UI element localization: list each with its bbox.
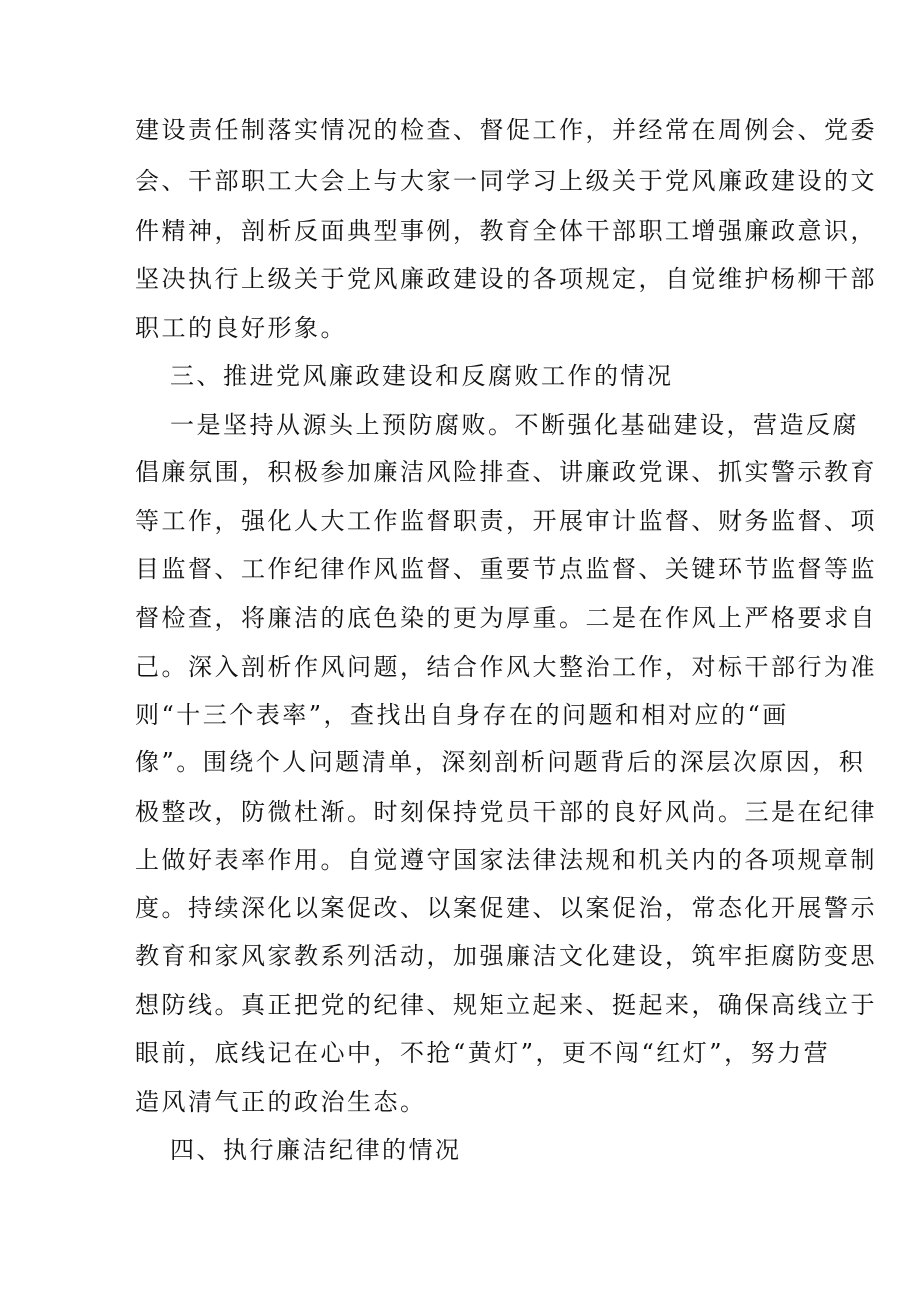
text-line: 等工作，强化人大工作监督职责，开展审计监督、财务监督、项 xyxy=(135,507,877,535)
text-line: 极整改，防微杜渐。时刻保持党员干部的良好风尚。三是在纪律 xyxy=(135,798,877,826)
text-line: 造风清气正的政治生态。 xyxy=(135,1088,427,1116)
text-line: 教育和家风家教系列活动，加强廉洁文化建设，筑牢拒腐防变思 xyxy=(135,942,877,970)
text-line: 目监督、工作纪律作风监督、重要节点监督、关键环节监督等监 xyxy=(135,555,877,583)
section-heading-4: 四、执行廉洁纪律的情况 xyxy=(170,1136,462,1164)
text-line: 度。持续深化以案促改、以案促建、以案促治，常态化开展警示 xyxy=(135,894,877,922)
text-line: 会、干部职工大会上与大家一同学习上级关于党风廉政建设的文 xyxy=(135,167,877,195)
text-line: 像”。围绕个人问题清单，深刻剖析问题背后的深层次原因，积 xyxy=(135,748,866,776)
text-line: 坚决执行上级关于党风廉政建设的各项规定，自觉维护杨柳干部 xyxy=(135,265,877,293)
text-line: 件精神，剖析反面典型事例，教育全体干部职工增强廉政意识， xyxy=(135,217,877,245)
text-line: 眼前，底线记在心中，不抢“黄灯”，更不闯“红灯”，努力营 xyxy=(135,1039,831,1067)
text-line: 倡廉氛围，积极参加廉洁风险排查、讲廉政党课、抓实警示教育 xyxy=(135,458,877,486)
text-line: 建设责任制落实情况的检查、督促工作，并经常在周例会、党委 xyxy=(135,116,877,144)
text-line: 上做好表率作用。自觉遵守国家法律法规和机关内的各项规章制 xyxy=(135,846,877,874)
paragraph-first-line: 一是坚持从源头上预防腐败。不断强化基础建设，营造反腐 xyxy=(170,411,859,439)
text-line: 督检查，将廉洁的底色染的更为厚重。二是在作风上严格要求自 xyxy=(135,604,877,632)
section-heading-3: 三、推进党风廉政建设和反腐败工作的情况 xyxy=(170,362,674,390)
text-line: 想防线。真正把党的纪律、规矩立起来、挺起来，确保高线立于 xyxy=(135,991,877,1019)
text-line: 己。深入剖析作风问题，结合作风大整治工作，对标干部行为准 xyxy=(135,653,877,681)
text-line: 职工的良好形象。 xyxy=(135,314,347,342)
text-line: 则“十三个表率”，查找出自身存在的问题和相对应的“画 xyxy=(135,701,789,729)
